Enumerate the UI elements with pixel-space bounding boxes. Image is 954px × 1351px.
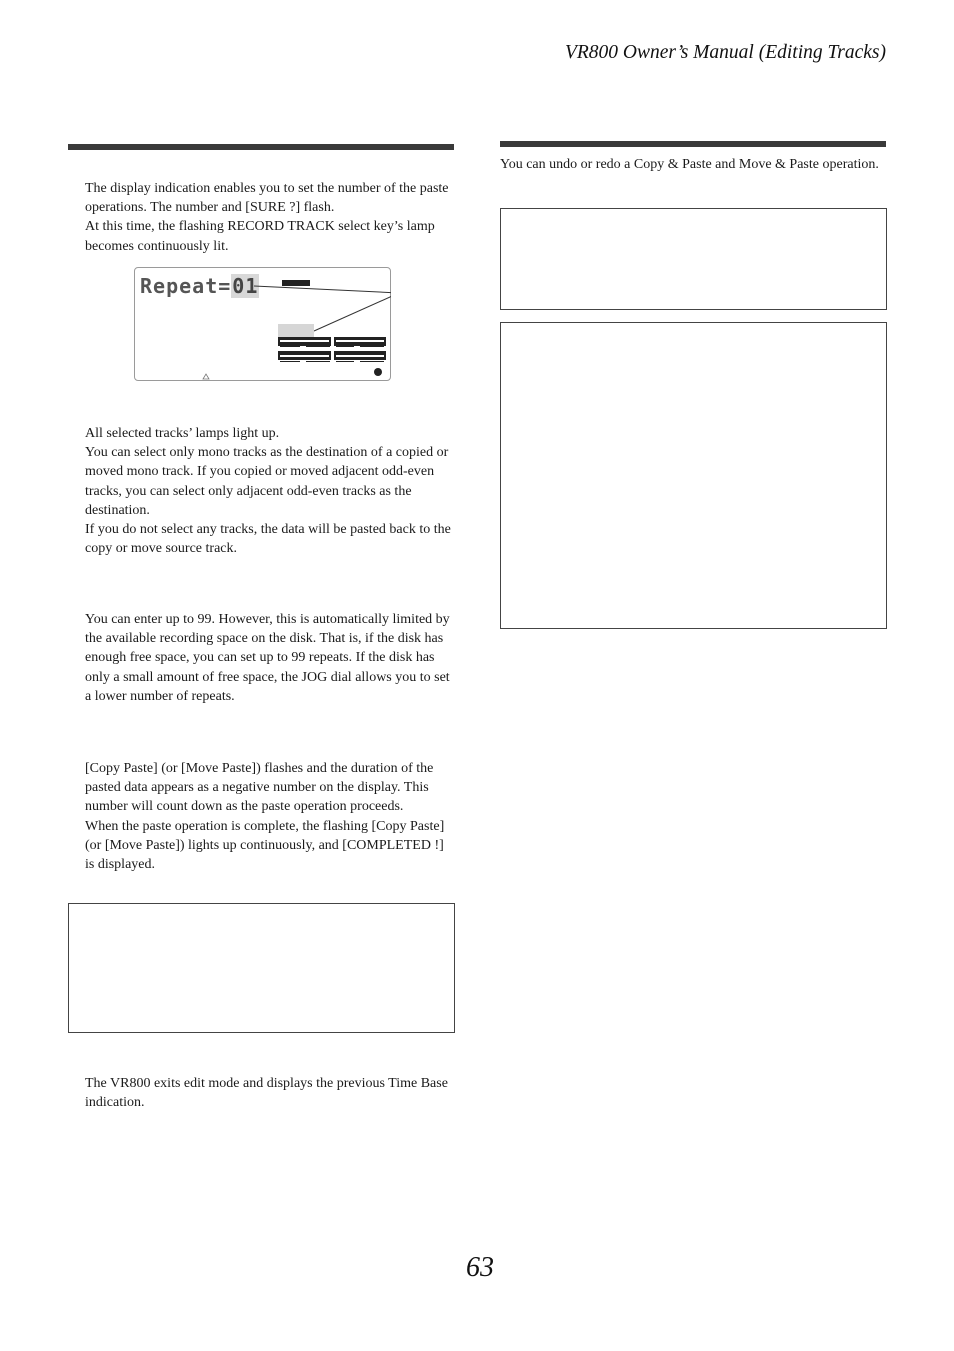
section-rule-right [500,141,886,147]
step-repeat-count-text [85,610,455,706]
step-select-tracks-text [85,424,455,558]
paragraph: You can enter up to 99. However, this is automatically limited by the available recording space on the disk. That is, if the disk has enough free space, you can set up to 99 repeats. If the disk has only a small amount of free space, the JOG dial allows you to set a lower number of repeats. [85,612,450,704]
running-header: VR800 Owner’s Manual (Editing Tracks) [564,42,886,63]
paragraph: [Copy Paste] (or [Move Paste]) flashes and the duration of the pasted data appears as a negative number on the display. This number will count down as the paste operation proceeds. [85,761,434,815]
step-execute-paste-text [85,759,455,874]
paragraph: The display indication enables you to set the number of the paste operations. The number and [SURE ?] flash. [85,181,449,216]
lcd-display-illustration [134,267,391,381]
section-rule-left [68,144,454,150]
step-exit-edit-text [85,1074,455,1112]
lcd-value: 01 [232,274,259,298]
lcd-record-dot [374,368,382,376]
paragraph: The VR800 exits edit mode and displays the previous Time Base indication. [85,1076,448,1111]
lcd-graphics [134,267,391,381]
lcd-triangle-mark [203,374,209,379]
note-box-right-bottom [500,322,887,629]
paragraph: At this time, the flashing RECORD TRACK select key’s lamp becomes continuously lit. [85,219,435,254]
lcd-track-highlight [278,324,314,337]
note-box-left [68,903,455,1033]
paragraph: If you do not select any tracks, the data will be pasted back to the copy or move source track. [85,522,451,557]
paragraph: You can select only mono tracks as the destination of a copied or moved mono track. If you copied or moved adjacent odd-even tracks, you can select only adjacent odd-even tracks as the destination. [85,445,449,518]
page-number: 63 [466,1252,494,1283]
note-box-right-top [500,208,887,310]
undo-redo-intro-text [500,155,886,174]
paragraph: You can undo or redo a Copy & Paste and Move & Paste operation. [500,157,879,172]
paragraph: All selected tracks’ lamps light up. [85,426,280,441]
lcd-label: Repeat= [140,274,232,298]
lcd-indicator-bar [282,280,310,286]
paragraph: When the paste operation is complete, the flashing [Copy Paste] (or [Move Paste]) lights up continuously, and [COMPLETED !] is displayed. [85,818,445,873]
step-paste-count-text [85,179,455,256]
